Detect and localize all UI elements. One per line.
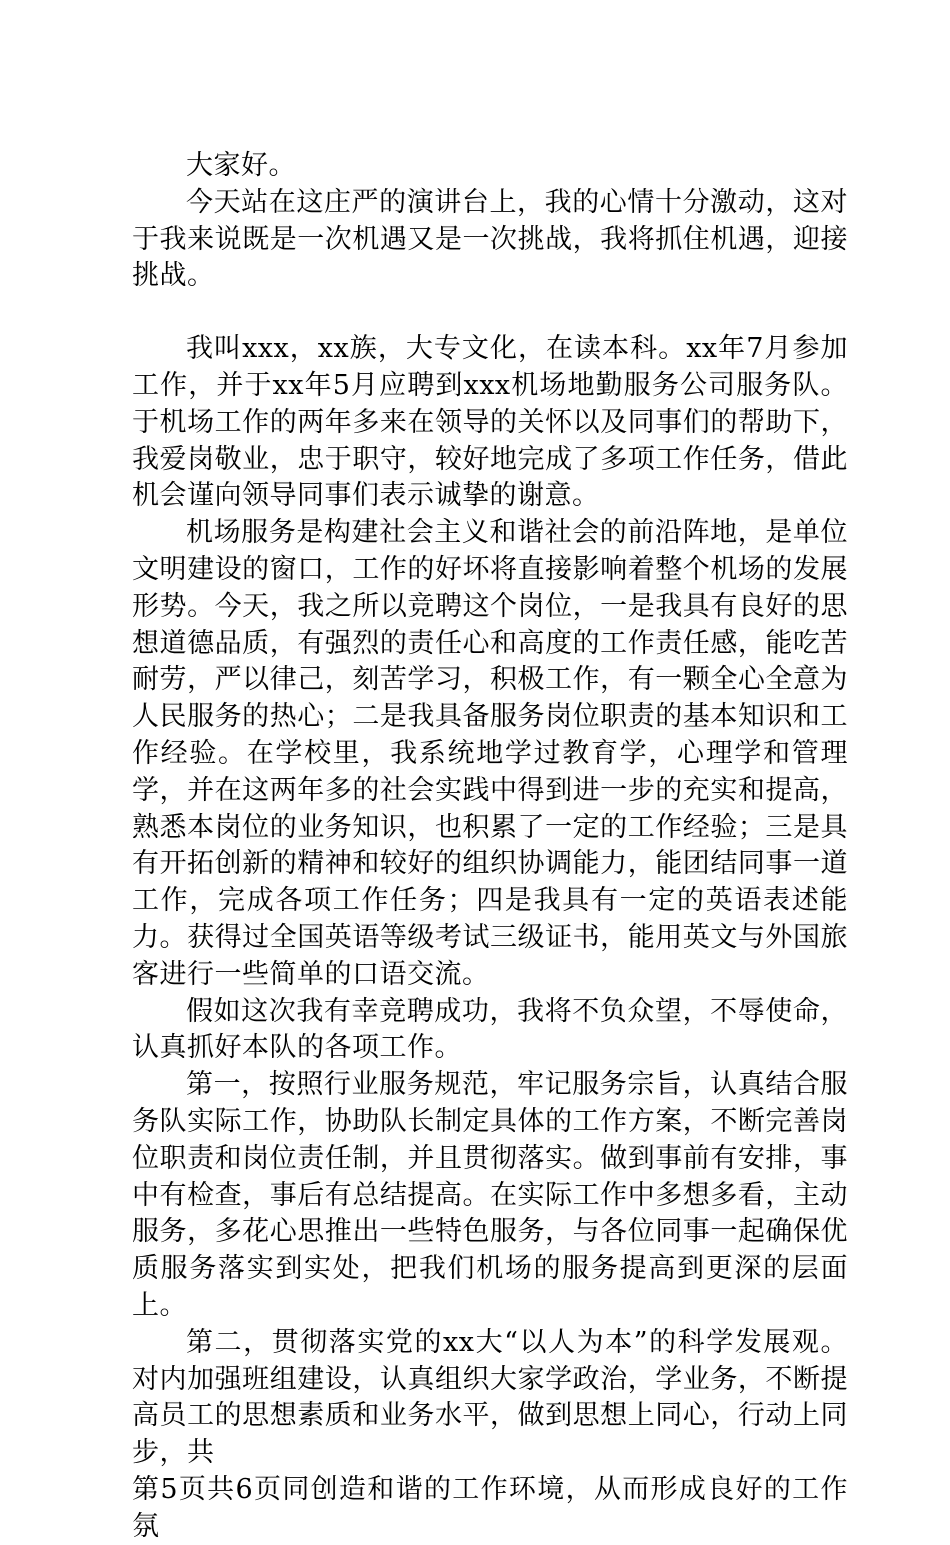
page-footer-line bbox=[132, 1472, 848, 1545]
continued-text: 同创造和谐的工作环境，从而形成良好的工作氛 bbox=[132, 1473, 848, 1542]
commitment-paragraph: 假如这次我有幸竞聘成功，我将不负众望，不辱使命，认真抓好本队的各项工作。 bbox=[132, 995, 848, 1064]
greeting-paragraph: 大家好。 bbox=[186, 150, 296, 181]
self-introduction-paragraph: 我叫xxx，xx族，大专文化，在读本科。xx年7月参加工作，并于xx年5月应聘到xxx机场地勤服务公司服务队。于机场工作的两年多来在领导的关怀以及同事们的帮助下，我爱岗敬业，忠于职守，较好地完成了多项工作任务，借此机会谨向领导同事们表示诚挚的谢意。 bbox=[132, 333, 848, 512]
first-point-paragraph: 第一，按照行业服务规范，牢记服务宗旨，认真结合服务队实际工作，协助队长制定具体的工作方案，不断完善岗位职责和岗位责任制，并且贯彻落实。做到事前有安排，事中有检查，事后有总结提高。在实际工作中多想多看，主动服务，多花心思推出一些特色服务，与各位同事一起确保优质服务落实到实处，把我们机场的服务提高到更深的层面上。 bbox=[132, 1069, 848, 1321]
paragraph-gap bbox=[132, 295, 848, 331]
qualification-paragraph: 机场服务是构建社会主义和谐社会的前沿阵地，是单位文明建设的窗口，工作的好坏将直接影响着整个机场的发展形势。今天，我之所以竞聘这个岗位，一是我具有良好的思想道德品质，有强烈的责任心和高度的工作责任感，能吃苦耐劳，严以律己，刻苦学习，积极工作，有一颗全心全意为人民服务的热心；二是我具备服务岗位职责的基本知识和工作经验。在学校里，我系统地学过教育学，心理学和管理学，并在这两年多的社会实践中得到进一步的充实和提高，熟悉本岗位的业务知识，也积累了一定的工作经验；三是具有开拓创新的精神和较好的组织协调能力，能团结同事一道工作，完成各项工作任务；四是我具有一定的英语表述能力。获得过全国英语等级考试三级证书，能用英文与外国旅客进行一些简单的口语交流。 bbox=[132, 517, 848, 990]
page-number: 第5页共6页 bbox=[132, 1473, 283, 1505]
document-body bbox=[132, 148, 848, 1545]
opening-paragraph: 今天站在这庄严的演讲台上，我的心情十分激动，这对于我来说既是一次机遇又是一次挑战，我将抓住机遇，迎接挑战。 bbox=[132, 186, 848, 292]
second-point-paragraph: 第二，贯彻落实党的xx大“以人为本”的科学发展观。对内加强班组建设，认真组织大家学政治，学业务，不断提高员工的思想素质和业务水平，做到思想上同心，行动上同步，共 bbox=[132, 1326, 848, 1469]
